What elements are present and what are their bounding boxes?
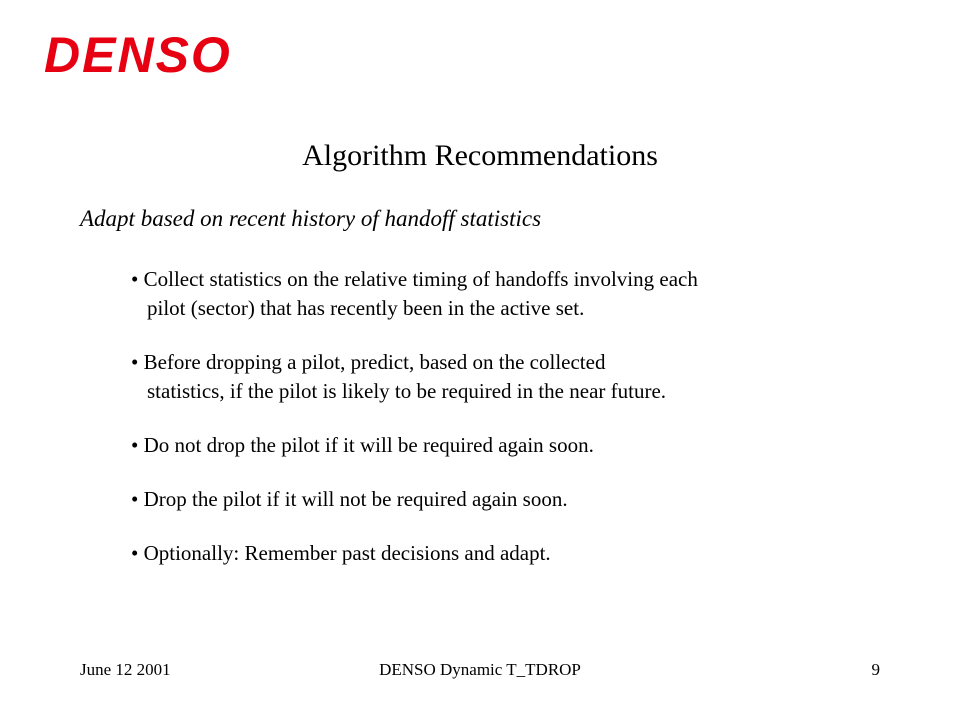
bullet-text: • Optionally: Remember past decisions and adapt. bbox=[131, 541, 551, 565]
bullet-text: • Collect statistics on the relative timing of handoffs involving each bbox=[131, 267, 698, 291]
denso-logo: DENSO bbox=[44, 27, 232, 83]
page-number: 9 bbox=[871, 660, 880, 679]
bullet-item bbox=[131, 348, 698, 406]
bullet-item bbox=[131, 539, 698, 568]
bullet-text-continued: pilot (sector) that has recently been in the active set. bbox=[147, 296, 585, 320]
bullet-item bbox=[131, 431, 698, 460]
slide-subtitle: Adapt based on recent history of handoff statistics bbox=[80, 206, 542, 231]
footer-title: DENSO Dynamic T_TDROP bbox=[379, 660, 581, 679]
bullet-text: • Drop the pilot if it will not be required again soon. bbox=[131, 487, 568, 511]
bullet-text: • Before dropping a pilot, predict, based on the collected bbox=[131, 350, 606, 374]
bullet-text-continued: statistics, if the pilot is likely to be required in the near future. bbox=[147, 379, 667, 403]
bullet-list bbox=[131, 265, 698, 593]
slide-title: Algorithm Recommendations bbox=[302, 139, 658, 172]
bullet-item bbox=[131, 265, 698, 323]
footer-date: June 12 2001 bbox=[80, 660, 171, 679]
bullet-text: • Do not drop the pilot if it will be required again soon. bbox=[131, 433, 594, 457]
bullet-item bbox=[131, 485, 698, 514]
